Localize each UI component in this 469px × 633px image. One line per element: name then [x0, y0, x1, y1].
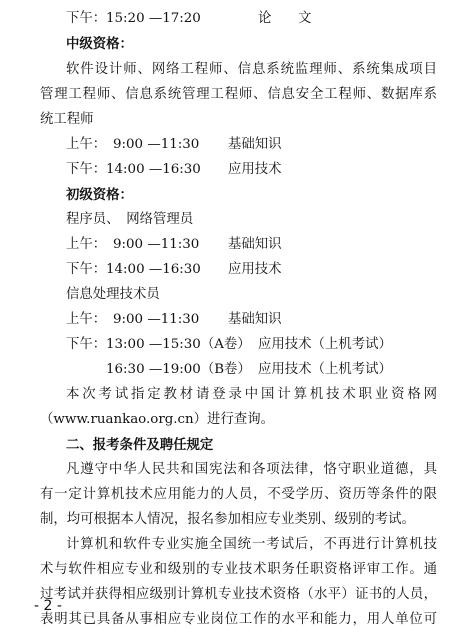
subject: 基础知识 — [228, 137, 282, 152]
time-label: 上午： — [66, 312, 107, 327]
para1-line1: 凡遵守中华人民共和国宪法和各项法律，恪守职业道德，具 — [66, 462, 437, 477]
time-range: 14:00 —16:30 — [106, 162, 201, 177]
page-number: - 2 - — [34, 598, 62, 614]
intermediate-roles-line3: 统工程师 — [40, 112, 94, 127]
time-label: 上午： — [66, 237, 107, 252]
subject: 应用技术 — [228, 262, 282, 277]
intermediate-roles-line2: 管理工程师、信息系统管理工程师、信息安全工程师、数据库系 — [40, 87, 437, 102]
para2-line3: 过考试并获得相应级别计算机专业技术资格（水平）证书的人员， — [40, 587, 437, 602]
subject: 基础知识 — [228, 237, 282, 252]
time-range: 9:00 —11:30 — [113, 237, 200, 252]
time-label: 下午： — [66, 337, 107, 352]
subject: 应用技术（上机考试） — [258, 362, 392, 377]
para2-line2: 术与软件相应专业和级别的专业技术职务任职资格评审工作。通 — [40, 562, 437, 577]
time-label: 上午： — [66, 137, 107, 152]
junior-heading: 初级资格： — [66, 187, 133, 203]
textbook-note-line1: 本次考试指定教材请登录中国计算机技术职业资格网 — [66, 387, 437, 402]
time-label: 下午： — [66, 162, 107, 177]
subject: 应用技术 — [228, 162, 282, 177]
time-label: 下午： — [66, 11, 107, 26]
subject: 应用技术（上机考试） — [258, 337, 392, 352]
time-label: 下午： — [66, 262, 107, 277]
para2-line4: 表明其已具备从事相应专业岗位工作的水平和能力，用人单位可 — [40, 612, 437, 627]
subject: 论 文 — [258, 11, 312, 26]
para2-line1: 计算机和软件专业实施全国统一考试后，不再进行计算机技 — [66, 537, 437, 552]
para1-line3: 制，均可根据本人情况，报名参加相应专业类别、级别的考试。 — [40, 512, 415, 527]
junior-group1-roles: 程序员、 网络管理员 — [66, 212, 194, 227]
time-range: 15:20 —17:20 — [106, 11, 201, 26]
para1-line2: 有一定计算机技术应用能力的人员，不受学历、资历等条件的限 — [40, 487, 437, 502]
section-heading: 二、报考条件及聘任规定 — [66, 437, 214, 453]
textbook-note-line2: （www.ruankao.org.cn）进行查询。 — [40, 412, 275, 427]
junior-group2-roles: 信息处理技术员 — [66, 287, 160, 302]
time-range: 14:00 —16:30 — [106, 262, 201, 277]
subject: 基础知识 — [228, 312, 282, 327]
time-range: 9:00 —11:30 — [113, 137, 200, 152]
intermediate-roles-line1: 软件设计师、网络工程师、信息系统监理师、系统集成项目 — [66, 62, 437, 77]
time-range: 13:00 —15:30（A卷） — [106, 337, 251, 352]
time-range: 9:00 —11:30 — [113, 312, 200, 327]
intermediate-heading: 中级资格： — [66, 36, 133, 52]
time-range: 16:30 —19:00（B卷） — [106, 362, 251, 377]
